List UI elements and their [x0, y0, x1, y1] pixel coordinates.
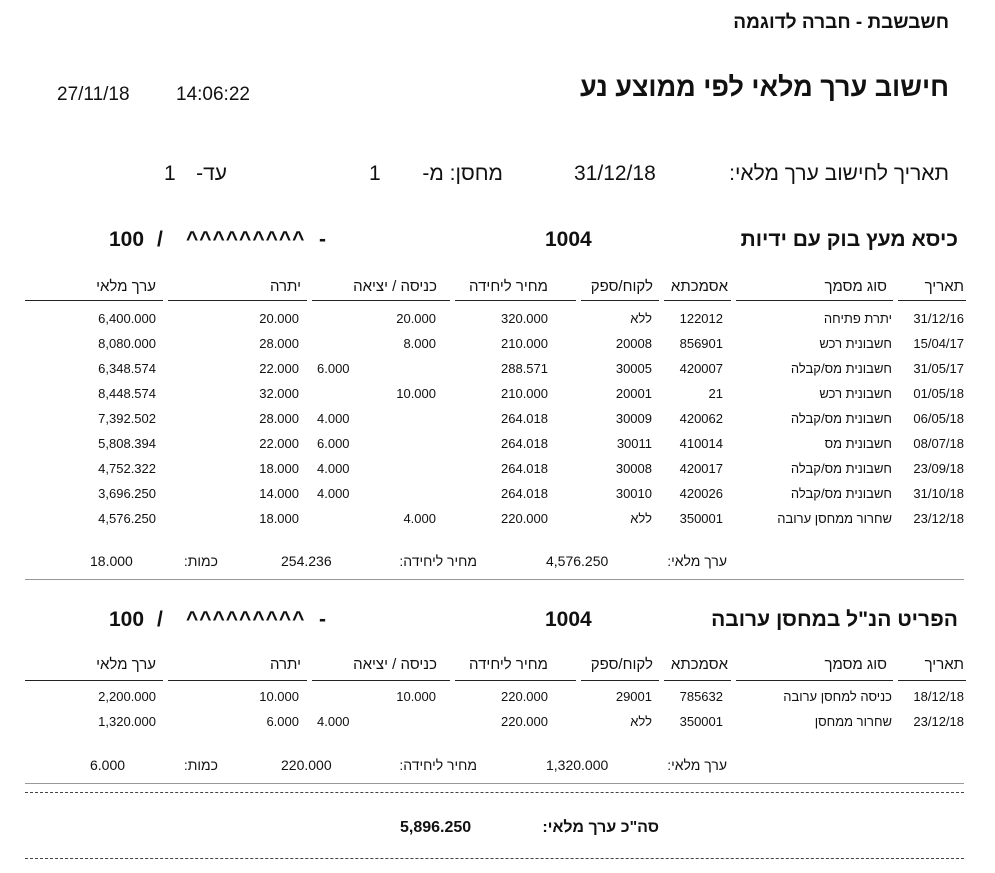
item-mask: ^^^^^^^^^	[186, 608, 306, 631]
cell-ref: 410014	[679, 436, 723, 451]
cell-price: 264.018	[501, 411, 548, 426]
cell-doc-type: חשבונית מס/קבלה	[790, 411, 892, 426]
cell-in: 20.000	[396, 311, 436, 326]
cell-price: 288.571	[501, 361, 548, 376]
column-header-party: לקוח/ספק	[590, 656, 653, 673]
header-underline	[455, 680, 576, 681]
item-dash: -	[319, 608, 326, 631]
header-underline	[312, 300, 450, 301]
cell-date: 23/12/18	[913, 511, 964, 526]
cell-ref: 420007	[679, 361, 723, 376]
header-underline	[898, 680, 966, 681]
section-title: הפריט הנ"ל במחסן ערובה	[711, 608, 958, 631]
cell-out: 6.000	[317, 361, 350, 376]
summary-value-label: ערך מלאי:	[667, 553, 727, 569]
cell-date: 08/07/18	[913, 436, 964, 451]
cell-price: 264.018	[501, 461, 548, 476]
report-title: חישוב ערך מלאי לפי ממוצע נע	[580, 72, 949, 102]
cell-date: 01/05/18	[913, 386, 964, 401]
cell-doc-type: שחרור ממחסן ערובה	[777, 511, 892, 526]
cell-in: 10.000	[396, 386, 436, 401]
cell-doc-type: כניסה למחסן ערובה	[783, 689, 892, 704]
summary-underline	[25, 783, 964, 784]
header-underline	[736, 680, 893, 681]
cell-price: 264.018	[501, 436, 548, 451]
header-underline	[581, 680, 659, 681]
header-underline	[898, 300, 966, 301]
column-header-ref: אסמכתא	[670, 656, 728, 673]
cell-balance: 10.000	[259, 689, 299, 704]
company-name: חשבשבת - חברה לדוגמה	[733, 12, 949, 33]
divider-top	[25, 792, 964, 793]
cell-ref: 122012	[679, 311, 723, 326]
column-header-ref: אסמכתא	[670, 278, 728, 295]
cell-in: 4.000	[403, 511, 436, 526]
cell-date: 31/05/17	[913, 361, 964, 376]
cell-out: 6.000	[317, 436, 350, 451]
cell-ref: 420017	[679, 461, 723, 476]
header-underline	[736, 300, 893, 301]
summary-qty-label: כמות:	[183, 553, 218, 569]
cell-balance: 22.000	[259, 436, 299, 451]
cell-date: 31/10/18	[913, 486, 964, 501]
cell-party: 30010	[615, 486, 652, 501]
cell-doc-type: חשבונית מס	[824, 436, 892, 451]
summary-value-label: ערך מלאי:	[667, 757, 727, 773]
column-header-value: ערך מלאי	[96, 278, 156, 295]
cell-balance: 28.000	[259, 336, 299, 351]
summary-price-label: מחיר ליחידה:	[399, 757, 477, 773]
summary-value: 1,320.000	[546, 757, 609, 773]
cell-ref: 420062	[679, 411, 723, 426]
cell-in: 8.000	[403, 336, 436, 351]
cell-party: 30009	[615, 411, 652, 426]
cell-date: 23/09/18	[913, 461, 964, 476]
column-header-type: סוג מסמך	[824, 278, 887, 295]
cell-price: 220.000	[501, 714, 548, 729]
header-underline	[455, 300, 576, 301]
cell-balance: 18.000	[259, 461, 299, 476]
header-underline	[168, 300, 307, 301]
cell-value: 8,448.574	[98, 386, 156, 401]
cell-party: 20008	[615, 336, 652, 351]
column-header-inout: כניסה / יציאה	[353, 656, 437, 673]
warehouse-to-value: 1	[164, 162, 176, 185]
summary-qty: 6.000	[90, 757, 126, 773]
cell-value: 6,348.574	[98, 361, 156, 376]
cell-value: 8,080.000	[98, 336, 156, 351]
report-date: 27/11/18	[57, 84, 130, 105]
cell-ref: 350001	[679, 714, 723, 729]
cell-ref: 856901	[679, 336, 723, 351]
cell-date: 31/12/16	[913, 311, 964, 326]
column-header-party: לקוח/ספק	[590, 278, 653, 295]
cell-value: 4,752.322	[98, 461, 156, 476]
summary-price: 254.236	[281, 553, 332, 569]
section-title: כיסא מעץ בוק עם ידיות	[740, 228, 958, 251]
total-value: 5,896.250	[400, 819, 472, 836]
warehouse-to-label: עד-	[196, 162, 227, 185]
calc-date-label: תאריך לחישוב ערך מלאי:	[729, 162, 949, 185]
cell-price: 210.000	[501, 336, 548, 351]
column-header-balance: יתרה	[269, 278, 301, 295]
summary-qty-label: כמות:	[183, 757, 218, 773]
header-underline	[25, 300, 163, 301]
cell-value: 4,576.250	[98, 511, 156, 526]
cell-out: 4.000	[317, 411, 350, 426]
item-slash: /	[157, 608, 163, 631]
cell-party: 29001	[615, 689, 652, 704]
column-header-value: ערך מלאי	[96, 656, 156, 673]
column-header-date: תאריך	[924, 278, 964, 295]
cell-balance: 6.000	[266, 714, 299, 729]
item-slash: /	[157, 228, 163, 251]
cell-price: 220.000	[501, 511, 548, 526]
column-header-price: מחיר ליחידה	[469, 278, 548, 295]
calc-date-value: 31/12/18	[574, 162, 656, 185]
cell-price: 320.000	[501, 311, 548, 326]
item-code: 1004	[545, 608, 592, 631]
cell-doc-type: יתרת פתיחה	[823, 311, 892, 326]
cell-price: 210.000	[501, 386, 548, 401]
cell-date: 23/12/18	[913, 714, 964, 729]
cell-doc-type: חשבונית רכש	[819, 386, 892, 401]
cell-doc-type: שחרור ממחסן	[814, 714, 892, 729]
cell-doc-type: חשבונית מס/קבלה	[790, 461, 892, 476]
item-mask: ^^^^^^^^^	[186, 228, 306, 251]
cell-ref: 21	[708, 386, 723, 401]
cell-party: ללא	[630, 311, 652, 326]
cell-balance: 22.000	[259, 361, 299, 376]
summary-price: 220.000	[281, 757, 332, 773]
item-qty: 100	[109, 228, 145, 251]
item-qty: 100	[109, 608, 145, 631]
divider-bottom	[25, 858, 964, 859]
header-underline	[581, 300, 659, 301]
cell-value: 3,696.250	[98, 486, 156, 501]
cell-out: 4.000	[317, 714, 350, 729]
cell-ref: 350001	[679, 511, 723, 526]
item-code: 1004	[545, 228, 592, 251]
summary-underline	[25, 579, 964, 580]
cell-party: ללא	[630, 714, 652, 729]
header-underline	[664, 300, 731, 301]
cell-ref: 785632	[679, 689, 723, 704]
cell-value: 1,320.000	[98, 714, 156, 729]
cell-price: 264.018	[501, 486, 548, 501]
cell-party: 30005	[615, 361, 652, 376]
cell-out: 4.000	[317, 486, 350, 501]
total-label: סה"כ ערך מלאי:	[542, 819, 659, 836]
cell-doc-type: חשבונית מס/קבלה	[790, 361, 892, 376]
cell-value: 6,400.000	[98, 311, 156, 326]
column-header-inout: כניסה / יציאה	[353, 278, 437, 295]
cell-date: 18/12/18	[913, 689, 964, 704]
cell-out: 4.000	[317, 461, 350, 476]
cell-date: 15/04/17	[913, 336, 964, 351]
cell-party: 30008	[615, 461, 652, 476]
summary-price-label: מחיר ליחידה:	[399, 553, 477, 569]
cell-party: ללא	[630, 511, 652, 526]
cell-doc-type: חשבונית רכש	[819, 336, 892, 351]
cell-value: 7,392.502	[98, 411, 156, 426]
cell-balance: 18.000	[259, 511, 299, 526]
cell-doc-type: חשבונית מס/קבלה	[790, 486, 892, 501]
summary-value: 4,576.250	[546, 553, 609, 569]
column-header-balance: יתרה	[269, 656, 301, 673]
item-dash: -	[319, 228, 326, 251]
cell-value: 2,200.000	[98, 689, 156, 704]
cell-balance: 14.000	[259, 486, 299, 501]
header-underline	[25, 680, 163, 681]
cell-party: 30011	[616, 436, 652, 451]
header-underline	[312, 680, 450, 681]
cell-balance: 32.000	[259, 386, 299, 401]
column-header-date: תאריך	[924, 656, 964, 673]
summary-qty: 18.000	[90, 553, 133, 569]
header-underline	[168, 680, 307, 681]
cell-value: 5,808.394	[98, 436, 156, 451]
column-header-type: סוג מסמך	[824, 656, 887, 673]
cell-balance: 20.000	[259, 311, 299, 326]
cell-ref: 420026	[679, 486, 723, 501]
cell-in: 10.000	[396, 689, 436, 704]
cell-party: 20001	[615, 386, 652, 401]
cell-balance: 28.000	[259, 411, 299, 426]
warehouse-from-label: מחסן: מ-	[422, 162, 503, 185]
warehouse-from-value: 1	[369, 162, 381, 185]
cell-price: 220.000	[501, 689, 548, 704]
report-time: 14:06:22	[176, 84, 250, 105]
cell-date: 06/05/18	[913, 411, 964, 426]
column-header-price: מחיר ליחידה	[469, 656, 548, 673]
header-underline	[664, 680, 731, 681]
